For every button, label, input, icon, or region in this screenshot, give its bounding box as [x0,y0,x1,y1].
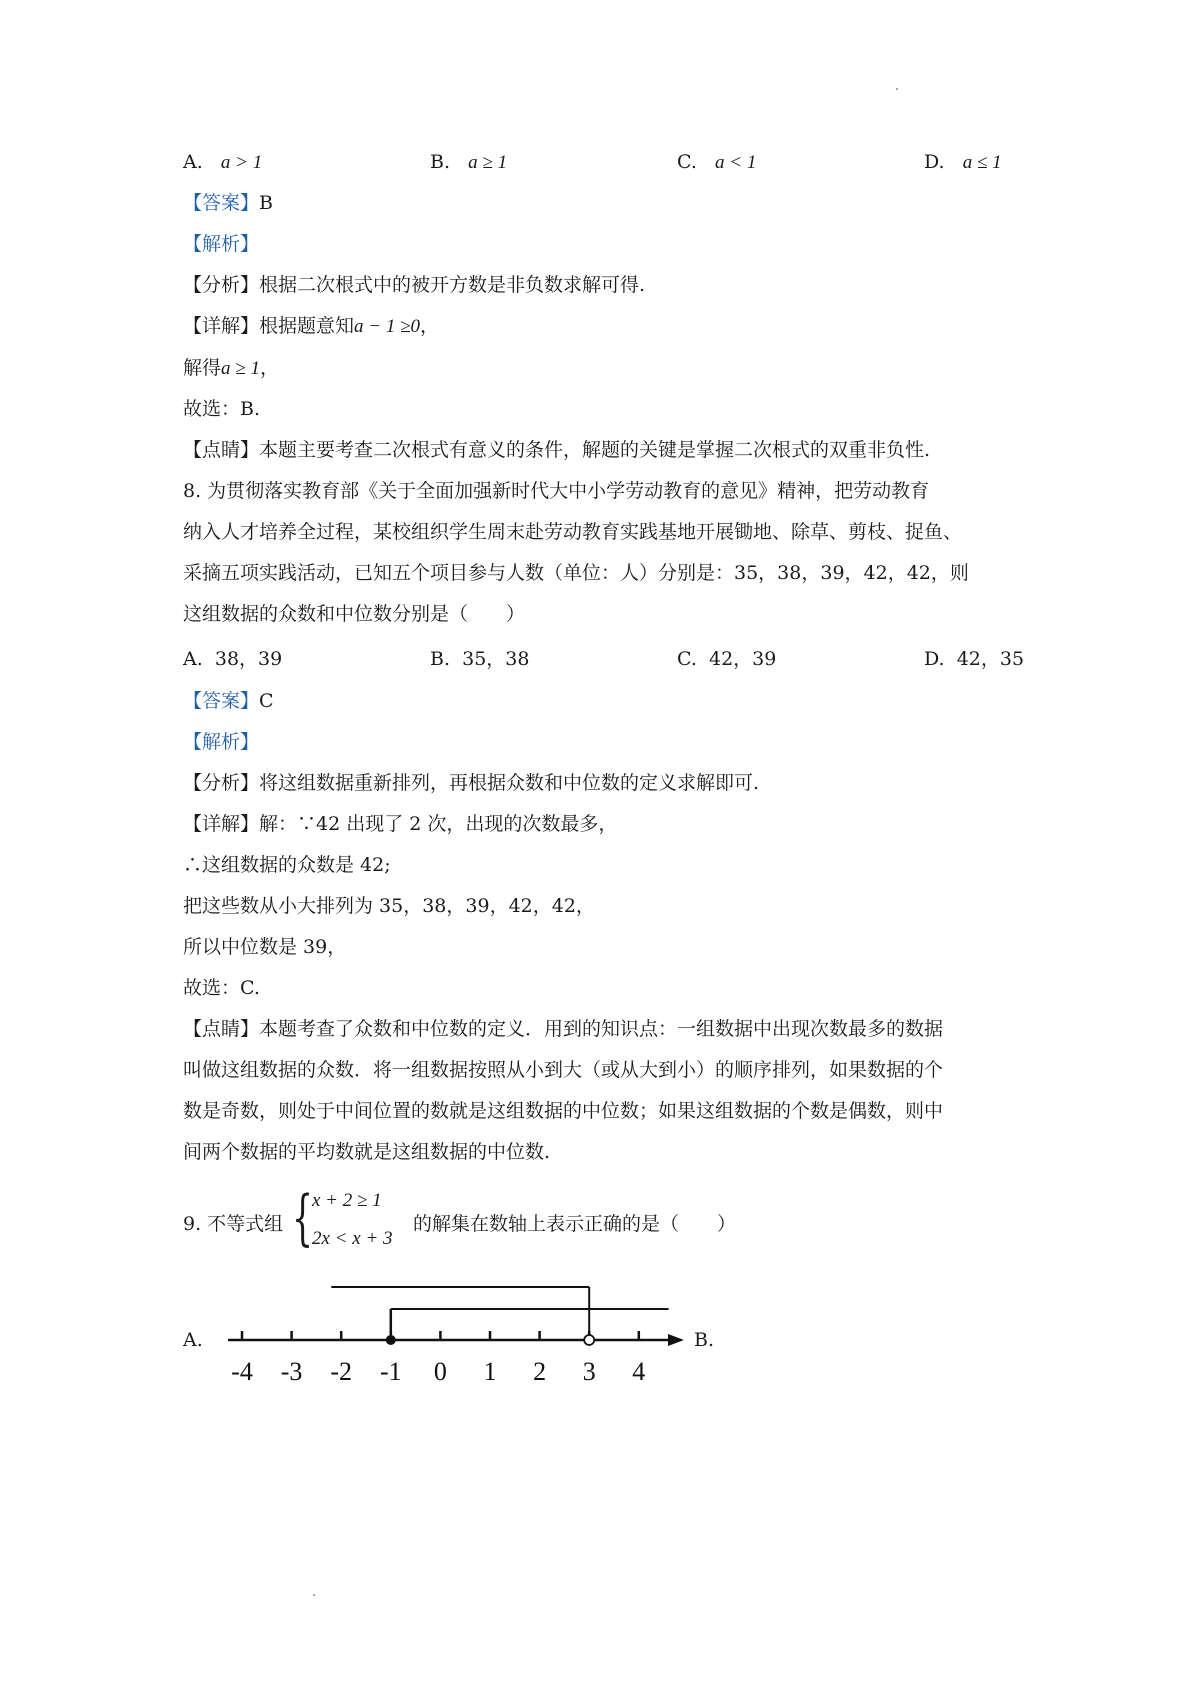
q9-inequality-1: x + 2 ≥ 1 [312,1190,382,1211]
axis-tick-label: 2 [533,1357,547,1386]
q8-option-d: D. 42，35 [924,648,1025,670]
open-point [584,1335,594,1345]
q9-option-b-label: B. [694,1329,715,1351]
q7-choose: 故选：B. [183,398,261,420]
q7-analysis-heading: 【解析】 [183,233,260,255]
q8-dianjing-line: 间两个数据的平均数就是这组数据的中位数. [183,1141,551,1163]
q7-answer: 【答案】B [183,192,273,214]
q8-fenxi: 【分析】将这组数据重新排列，再根据众数和中位数的定义求解即可. [183,772,760,794]
q8-option-b: B. 35，38 [430,648,530,670]
q9-number: 9. 不等式组 [183,1213,284,1235]
q8-step: 把这些数从小大排列为 35，38，39，42，42， [183,895,595,917]
q7-option-a: A. a > 1 [183,151,263,173]
q9-option-a-label: A. [183,1329,203,1351]
q7-option-d: D. a ≤ 1 [924,151,1002,173]
axis-tick-label: 1 [483,1357,497,1386]
q8-step: ∴这组数据的众数是 42; [183,854,391,876]
q8-stem-line: 8. 为贯彻落实教育部《关于全面加强新时代大中小学劳动教育的意见》精神，把劳动教育 [183,480,930,502]
arrow-icon [668,1334,684,1346]
q8-dianjing-line: 叫做这组数据的众数．将一组数据按照从小到大（或从大到小）的顺序排列，如果数据的个 [183,1059,944,1081]
axis-tick-label: 4 [632,1357,646,1386]
q8-option-a: A. 38，39 [183,648,283,670]
axis-tick-label: -2 [330,1357,353,1386]
q8-answer: 【答案】C [183,690,274,712]
q9-inequality-2: 2x < x + 3 [312,1228,393,1249]
axis-tick-label: -3 [280,1357,303,1386]
q8-analysis-heading: 【解析】 [183,731,260,753]
q7-dianjing: 【点睛】本题主要考查二次根式有意义的条件，解题的关键是掌握二次根式的双重非负性. [183,439,931,461]
q8-stem-line: 采摘五项实践活动，已知五个项目参与人数（单位：人）分别是：35，38，39，42，42，则 [183,562,969,584]
q7-option-b: B. a ≥ 1 [430,151,508,173]
axis-tick-label: 0 [433,1357,447,1386]
q8-step: 所以中位数是 39， [183,936,347,958]
q8-stem-line: 纳入人才培养全过程，某校组织学生周末赴劳动教育实践基地开展锄地、除草、剪枝、捉鱼、 [183,521,963,543]
axis-tick-label: 3 [582,1357,596,1386]
closed-point [386,1335,396,1345]
q7-option-c: C. a < 1 [677,151,757,173]
axis-tick-label: -1 [379,1357,402,1386]
axis-tick-label: -4 [231,1357,253,1386]
q7-xiangjie: 【详解】根据题意知a − 1 ≥0， [183,315,440,337]
q9-question: 的解集在数轴上表示正确的是（ ） [413,1213,737,1235]
q8-step: 故选：C. [183,977,260,999]
q8-stem-line: 这组数据的众数和中位数分别是（ ） [183,603,526,625]
q8-option-c: C. 42，39 [677,648,777,670]
q7-step-solve: 解得a ≥ 1， [183,357,279,379]
q8-dianjing: 【点睛】本题考查了众数和中位数的定义．用到的知识点：一组数据中出现次数最多的数据 [183,1018,944,1040]
brace-icon: { [292,1183,314,1253]
q8-dianjing-line: 数是奇数，则处于中间位置的数就是这组数据的中位数；如果这组数据的个数是偶数，则中 [183,1100,944,1122]
q7-fenxi: 【分析】根据二次根式中的被开方数是非负数求解可得. [183,274,646,296]
q8-xiangjie: 【详解】解：∵42 出现了 2 次，出现的次数最多， [183,813,618,835]
